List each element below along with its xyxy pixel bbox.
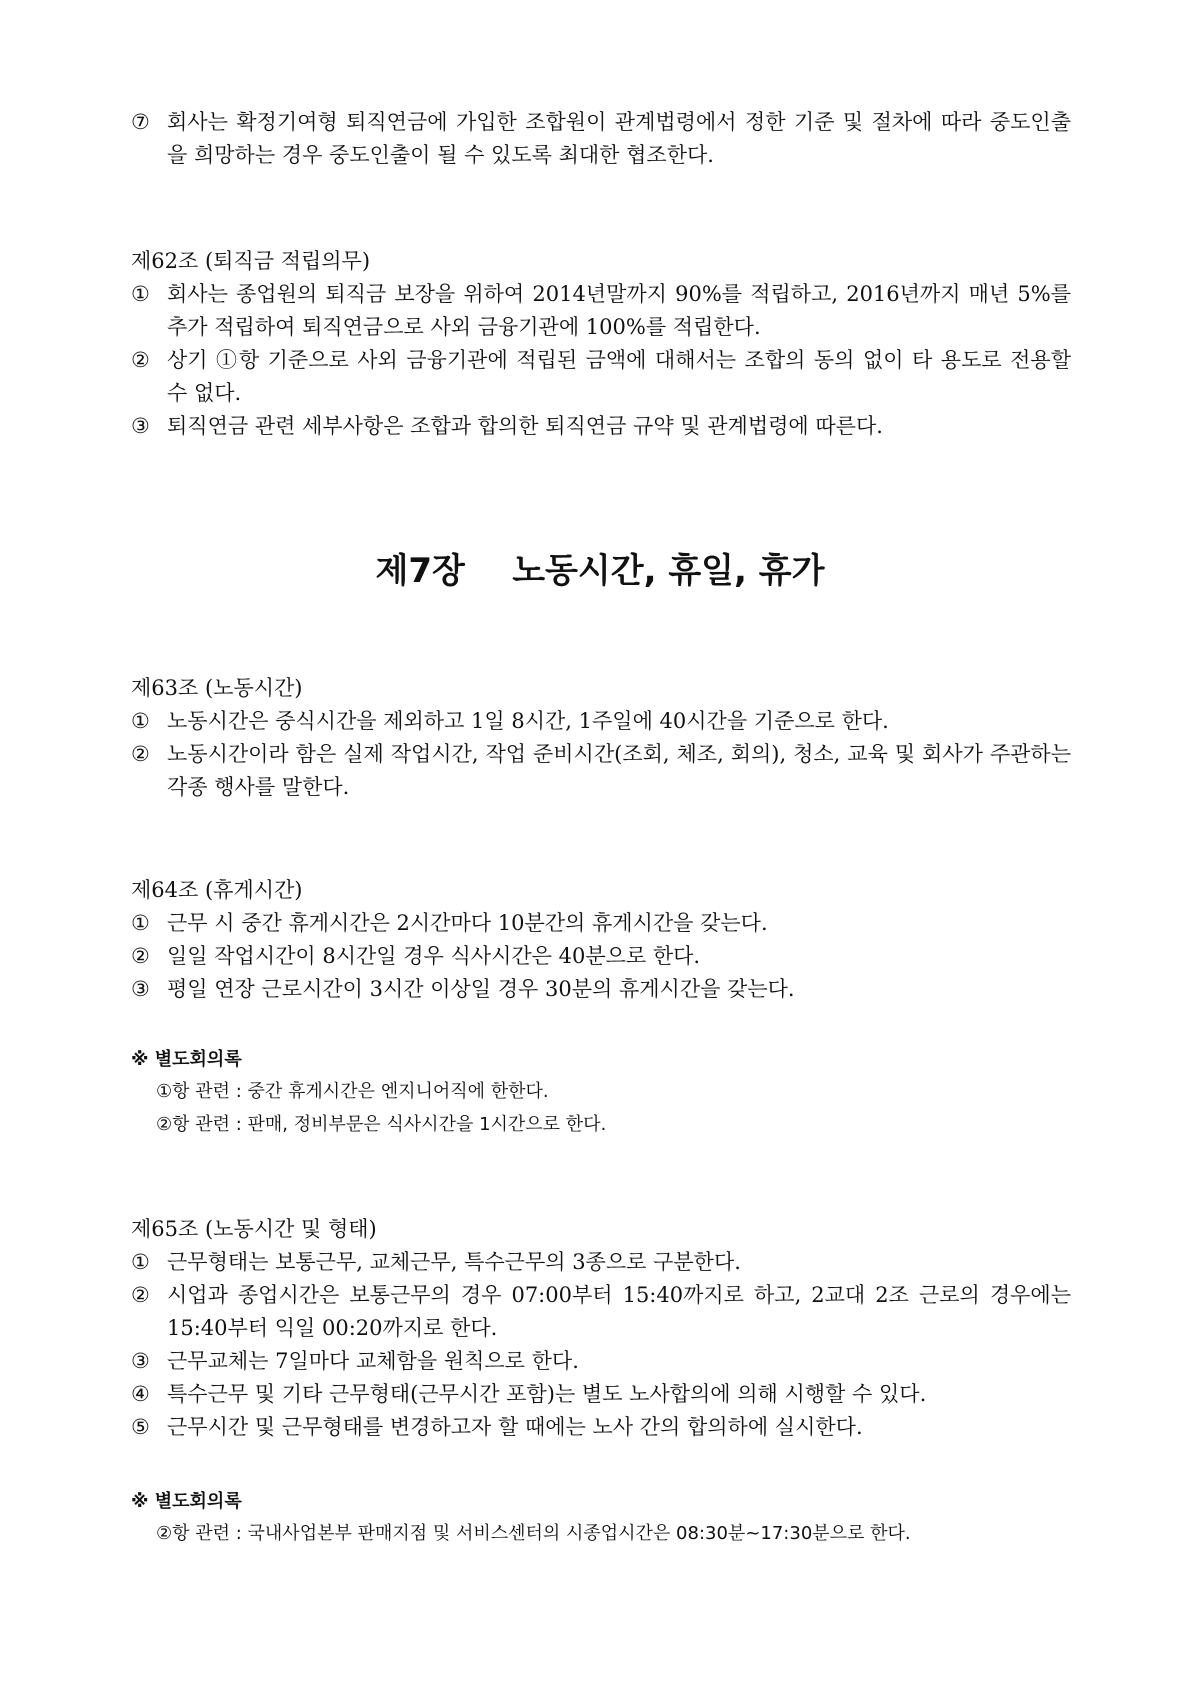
clause-number: ① [131,282,150,306]
clause-text: 근무교체는 7일마다 교체함을 원칙으로 한다. [167,1349,579,1373]
clause-text: 근무형태는 보통근무, 교체근무, 특수근무의 3종으로 구분한다. [167,1250,741,1274]
clause-number: ② [131,944,150,968]
clause-number: ④ [131,1382,150,1406]
clause-number: ② [131,742,150,766]
clause-item [131,1345,1071,1378]
clause-text: 근무시간 및 근무형태를 변경하고자 할 때에는 노사 간의 합의하에 실시한다. [167,1415,863,1439]
clause-text: 노동시간은 중식시간을 제외하고 1일 8시간, 1주일에 40시간을 기준으로 한다. [167,709,889,733]
clause-item [131,410,1071,443]
clause-item [131,907,1071,940]
clause-number: ⑦ [131,110,150,134]
clause-item [131,278,1071,344]
clause-item [131,1246,1071,1279]
clause-number: ② [131,348,150,372]
clause-number: ② [131,1283,150,1307]
separate-minutes-note-64 [131,1044,1091,1141]
clause-number: ③ [131,1349,150,1373]
clause-text: 상기 ①항 기준으로 사외 금융기관에 적립된 금액에 대해서는 조합의 동의 없이 타 용도로 전용할 수 없다. [167,348,1071,405]
clause-text: 근무 시 중간 휴게시간은 2시간마다 10분간의 휴게시간을 갖는다. [167,911,768,935]
chapter-title: 제7장 노동시간, 휴일, 휴가 [375,551,825,591]
clause-number: ① [131,911,150,935]
clause-number: ③ [131,414,150,438]
article-heading: 제63조 (노동시간) [131,676,303,700]
article-65 [131,1213,1071,1444]
clause-item [131,973,1071,1006]
article-heading: 제64조 (휴게시간) [131,878,303,902]
clause-item [131,1378,1071,1411]
article-61-clause-7 [131,106,1071,172]
clause-number: ① [131,1250,150,1274]
clause-text: 시업과 종업시간은 보통근무의 경우 07:00부터 15:40까지로 하고, 2교대 2조 근로의 경우에는 15:40부터 익일 00:20까지로 한다. [167,1283,1071,1340]
note-line: ①항 관련 : 중간 휴게시간은 엔지니어직에 한한다. [156,1081,549,1102]
clause-item [131,940,1071,973]
note-line: ②항 관련 : 국내사업본부 판매지점 및 서비스센터의 시종업시간은 08:30분~17:30분으로 한다. [156,1523,911,1544]
clause-text: 평일 연장 근로시간이 3시간 이상일 경우 30분의 휴게시간을 갖는다. [167,977,795,1001]
clause-item [131,738,1071,804]
clause-item [131,106,1071,172]
clause-text: 노동시간이라 함은 실제 작업시간, 작업 준비시간(조회, 체조, 회의), 청소, 교육 및 회사가 주관하는 각종 행사를 말한다. [167,742,1071,799]
clause-number: ⑤ [131,1415,150,1439]
clause-text: 회사는 종업원의 퇴직금 보장을 위하여 2014년말까지 90%를 적립하고, 2016년까지 매년 5%를 추가 적립하여 퇴직연금으로 사외 금융기관에 100%를 적립한다. [167,282,1071,339]
clause-item [131,344,1071,410]
clause-number: ① [131,709,150,733]
clause-text: 퇴직연금 관련 세부사항은 조합과 합의한 퇴직연금 규약 및 관계법령에 따른다. [167,414,883,438]
clause-text: 특수근무 및 기타 근무형태(근무시간 포함)는 별도 노사합의에 의해 시행할 수 있다. [167,1382,927,1406]
clause-number: ③ [131,977,150,1001]
separate-minutes-note-65 [131,1486,1091,1550]
clause-text: 회사는 확정기여형 퇴직연금에 가입한 조합원이 관계법령에서 정한 기준 및 절차에 따라 중도인출을 희망하는 경우 중도인출이 될 수 있도록 최대한 협조한다. [167,110,1071,167]
article-62 [131,245,1071,443]
note-line: ②항 관련 : 판매, 정비부문은 식사시간을 1시간으로 한다. [156,1114,607,1135]
article-heading: 제62조 (퇴직금 적립의무) [131,249,371,273]
clause-item [131,1411,1071,1444]
article-64 [131,874,1071,1006]
clause-item [131,705,1071,738]
note-title: ※ 별도회의록 [131,1491,242,1512]
article-heading: 제65조 (노동시간 및 형태) [131,1217,377,1241]
note-title: ※ 별도회의록 [131,1049,242,1070]
article-63 [131,672,1071,804]
clause-item [131,1279,1071,1345]
clause-text: 일일 작업시간이 8시간일 경우 식사시간은 40분으로 한다. [167,944,701,968]
